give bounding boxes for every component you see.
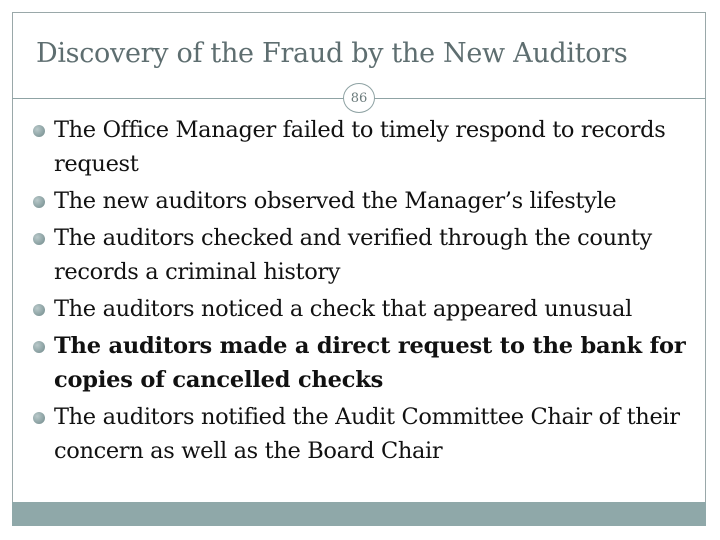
bullet-item: [33, 184, 703, 218]
bullet-item: [33, 292, 703, 326]
bullet-item-emphasized: [33, 329, 703, 397]
bullet-dot-icon: [33, 196, 45, 208]
bullet-text: The Office Manager failed to timely respond to records request: [54, 117, 666, 177]
bullet-text: The auditors notified the Audit Committee Chair of their concern as well as the Board Chair: [54, 404, 680, 464]
slide-title: Discovery of the Fraud by the New Auditors: [36, 38, 628, 69]
page-number-badge: 86: [343, 83, 375, 113]
bullet-item: [33, 113, 703, 181]
bullet-text: The auditors checked and verified through the county records a criminal history: [54, 225, 652, 285]
bullet-text: The auditors noticed a check that appeared unusual: [54, 296, 632, 322]
bullet-text: The new auditors observed the Manager’s lifestyle: [54, 188, 617, 214]
footer-bar: [12, 502, 706, 526]
bullet-dot-icon: [33, 233, 45, 245]
bullet-dot-icon: [33, 304, 45, 316]
bullet-dot-icon: [33, 125, 45, 137]
bullet-text: The auditors made a direct request to the bank for copies of cancelled checks: [54, 333, 686, 393]
bullet-dot-icon: [33, 341, 45, 353]
bullet-item: [33, 221, 703, 289]
bullet-dot-icon: [33, 412, 45, 424]
bullet-list: [33, 113, 703, 471]
bullet-item: [33, 400, 703, 468]
